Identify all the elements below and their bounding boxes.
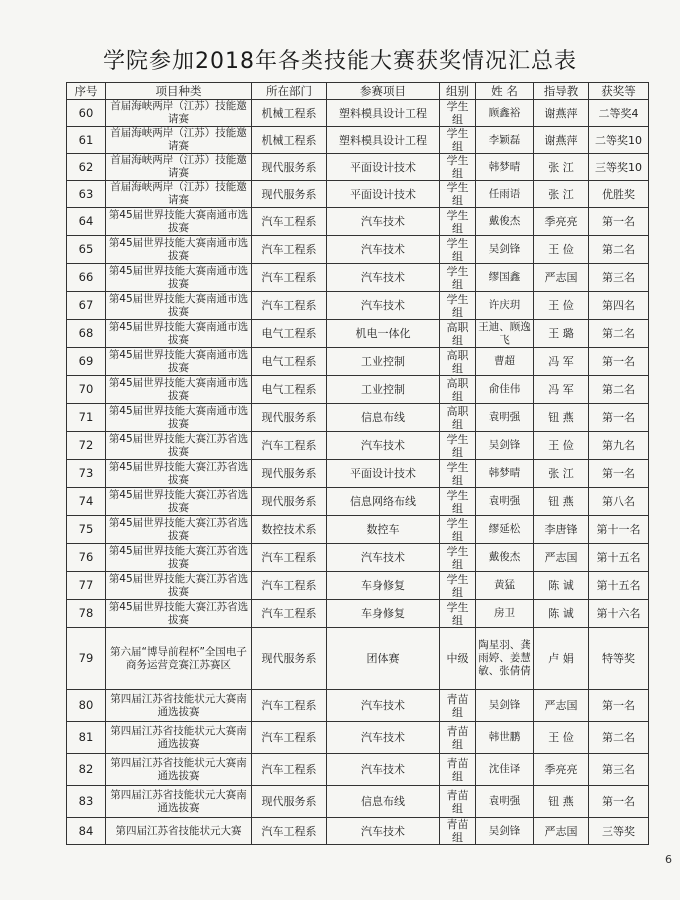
row-group: 学生组 <box>440 264 476 292</box>
row-category: 第六届“博导前程杯”全国电子商务运营竞赛江苏赛区 <box>106 628 252 690</box>
row-name: 吴剑锋 <box>476 818 534 845</box>
row-dept: 汽车工程系 <box>252 208 327 236</box>
row-award: 第一名 <box>589 690 649 722</box>
table-row <box>67 320 649 348</box>
row-seq: 65 <box>67 236 106 264</box>
row-name: 吴剑锋 <box>476 432 534 460</box>
header-row <box>67 83 649 100</box>
page-number: 6 <box>665 853 672 866</box>
row-seq: 77 <box>67 572 106 600</box>
row-award: 第三名 <box>589 264 649 292</box>
row-event: 塑料模具设计工程 <box>327 100 440 127</box>
row-teacher: 冯 军 <box>534 376 589 404</box>
row-award: 第十六名 <box>589 600 649 628</box>
row-seq: 83 <box>67 786 106 818</box>
row-dept: 汽车工程系 <box>252 600 327 628</box>
row-award: 第一名 <box>589 348 649 376</box>
row-award: 优胜奖 <box>589 181 649 208</box>
row-teacher: 谢燕萍 <box>534 127 589 154</box>
row-event: 团体赛 <box>327 628 440 690</box>
row-category: 第45届世界技能大赛江苏省选拔赛 <box>106 544 252 572</box>
row-category: 第四届江苏省技能状元大赛南通选拔赛 <box>106 754 252 786</box>
row-event: 车身修复 <box>327 600 440 628</box>
row-name: 陶星羽、龚雨婷、姜慧敏、张倩倩 <box>476 628 534 690</box>
row-group: 学生组 <box>440 292 476 320</box>
row-award: 三等奖10 <box>589 154 649 181</box>
row-award: 第一名 <box>589 786 649 818</box>
row-event: 汽车技术 <box>327 818 440 845</box>
row-event: 汽车技术 <box>327 236 440 264</box>
awards-table <box>66 82 649 845</box>
table-row <box>67 600 649 628</box>
row-event: 平面设计技术 <box>327 460 440 488</box>
row-seq: 68 <box>67 320 106 348</box>
row-name: 戴俊杰 <box>476 544 534 572</box>
row-seq: 60 <box>67 100 106 127</box>
row-award: 二等奖4 <box>589 100 649 127</box>
row-group: 学生组 <box>440 600 476 628</box>
table-row <box>67 818 649 845</box>
row-group: 中级 <box>440 628 476 690</box>
row-seq: 66 <box>67 264 106 292</box>
row-category: 第四届江苏省技能状元大赛南通选拔赛 <box>106 786 252 818</box>
header-category: 项目种类 <box>106 83 252 100</box>
row-award: 第十五名 <box>589 572 649 600</box>
row-teacher: 张 江 <box>534 181 589 208</box>
row-teacher: 钮 燕 <box>534 488 589 516</box>
row-event: 信息布线 <box>327 786 440 818</box>
row-seq: 76 <box>67 544 106 572</box>
row-dept: 汽车工程系 <box>252 292 327 320</box>
table-row <box>67 544 649 572</box>
row-category: 第四届江苏省技能状元大赛南通选拔赛 <box>106 722 252 754</box>
row-name: 俞佳伟 <box>476 376 534 404</box>
row-group: 学生组 <box>440 572 476 600</box>
row-category: 第45届世界技能大赛南通市选拔赛 <box>106 376 252 404</box>
row-event: 工业控制 <box>327 376 440 404</box>
table-row <box>67 292 649 320</box>
row-name: 沈佳译 <box>476 754 534 786</box>
table-row <box>67 236 649 264</box>
page-title: 学院参加2018年各类技能大赛获奖情况汇总表 <box>103 49 577 74</box>
row-seq: 70 <box>67 376 106 404</box>
row-event: 平面设计技术 <box>327 181 440 208</box>
row-seq: 71 <box>67 404 106 432</box>
row-award: 第八名 <box>589 488 649 516</box>
row-award: 第二名 <box>589 320 649 348</box>
row-name: 袁明强 <box>476 488 534 516</box>
table-row <box>67 432 649 460</box>
row-group: 青苗组 <box>440 818 476 845</box>
row-award: 三等奖 <box>589 818 649 845</box>
row-seq: 64 <box>67 208 106 236</box>
row-teacher: 严志国 <box>534 544 589 572</box>
row-category: 第四届江苏省技能状元大赛 <box>106 818 252 845</box>
row-dept: 数控技术系 <box>252 516 327 544</box>
row-event: 汽车技术 <box>327 264 440 292</box>
row-dept: 汽车工程系 <box>252 544 327 572</box>
row-seq: 80 <box>67 690 106 722</box>
row-dept: 汽车工程系 <box>252 818 327 845</box>
row-name: 许庆玥 <box>476 292 534 320</box>
row-name: 顾鑫裕 <box>476 100 534 127</box>
row-seq: 79 <box>67 628 106 690</box>
row-group: 高职组 <box>440 376 476 404</box>
row-group: 高职组 <box>440 404 476 432</box>
row-group: 青苗组 <box>440 722 476 754</box>
row-name: 曹超 <box>476 348 534 376</box>
row-event: 汽车技术 <box>327 292 440 320</box>
row-category: 第四届江苏省技能状元大赛南通选拔赛 <box>106 690 252 722</box>
row-award: 第二名 <box>589 722 649 754</box>
row-event: 汽车技术 <box>327 544 440 572</box>
row-award: 第十一名 <box>589 516 649 544</box>
table-row <box>67 208 649 236</box>
row-seq: 63 <box>67 181 106 208</box>
row-event: 数控车 <box>327 516 440 544</box>
table-row <box>67 786 649 818</box>
row-teacher: 陈 诚 <box>534 572 589 600</box>
row-dept: 电气工程系 <box>252 348 327 376</box>
table-row <box>67 154 649 181</box>
row-dept: 汽车工程系 <box>252 264 327 292</box>
row-award: 第一名 <box>589 460 649 488</box>
header-name: 姓 名 <box>476 83 534 100</box>
row-category: 第45届世界技能大赛南通市选拔赛 <box>106 264 252 292</box>
row-group: 高职组 <box>440 348 476 376</box>
row-name: 黄猛 <box>476 572 534 600</box>
row-seq: 61 <box>67 127 106 154</box>
row-teacher: 卢 娟 <box>534 628 589 690</box>
header-teacher: 指导教 <box>534 83 589 100</box>
table-body <box>67 100 649 845</box>
row-teacher: 谢燕萍 <box>534 100 589 127</box>
row-teacher: 王 俭 <box>534 236 589 264</box>
row-teacher: 严志国 <box>534 818 589 845</box>
row-dept: 汽车工程系 <box>252 690 327 722</box>
row-dept: 机械工程系 <box>252 127 327 154</box>
row-teacher: 张 江 <box>534 154 589 181</box>
row-award: 第四名 <box>589 292 649 320</box>
row-name: 韩梦晴 <box>476 460 534 488</box>
row-group: 学生组 <box>440 100 476 127</box>
row-seq: 67 <box>67 292 106 320</box>
table-row <box>67 754 649 786</box>
row-event: 汽车技术 <box>327 208 440 236</box>
row-name: 李颖磊 <box>476 127 534 154</box>
row-name: 房卫 <box>476 600 534 628</box>
row-group: 高职组 <box>440 320 476 348</box>
row-name: 王迪、顾逸飞 <box>476 320 534 348</box>
row-award: 第九名 <box>589 432 649 460</box>
row-dept: 现代服务系 <box>252 488 327 516</box>
row-teacher: 钮 燕 <box>534 404 589 432</box>
row-name: 韩梦晴 <box>476 154 534 181</box>
row-award: 第十五名 <box>589 544 649 572</box>
row-category: 第45届世界技能大赛江苏省选拔赛 <box>106 600 252 628</box>
row-dept: 电气工程系 <box>252 376 327 404</box>
table-row <box>67 690 649 722</box>
row-dept: 现代服务系 <box>252 460 327 488</box>
table-row <box>67 628 649 690</box>
table-row <box>67 516 649 544</box>
row-category: 第45届世界技能大赛南通市选拔赛 <box>106 320 252 348</box>
row-group: 学生组 <box>440 236 476 264</box>
row-category: 第45届世界技能大赛江苏省选拔赛 <box>106 432 252 460</box>
row-name: 袁明强 <box>476 404 534 432</box>
table-row <box>67 264 649 292</box>
row-event: 信息网络布线 <box>327 488 440 516</box>
row-dept: 汽车工程系 <box>252 572 327 600</box>
row-name: 吴剑锋 <box>476 690 534 722</box>
row-name: 袁明强 <box>476 786 534 818</box>
row-award: 第二名 <box>589 376 649 404</box>
row-group: 青苗组 <box>440 754 476 786</box>
row-category: 第45届世界技能大赛江苏省选拔赛 <box>106 516 252 544</box>
row-group: 学生组 <box>440 544 476 572</box>
row-category: 第45届世界技能大赛南通市选拔赛 <box>106 404 252 432</box>
row-category: 首届海峡两岸（江苏）技能邀请赛 <box>106 154 252 181</box>
row-group: 学生组 <box>440 432 476 460</box>
row-teacher: 张 江 <box>534 460 589 488</box>
row-seq: 74 <box>67 488 106 516</box>
row-name: 任雨语 <box>476 181 534 208</box>
row-teacher: 严志国 <box>534 264 589 292</box>
row-teacher: 季亮亮 <box>534 208 589 236</box>
row-event: 机电一体化 <box>327 320 440 348</box>
row-group: 学生组 <box>440 460 476 488</box>
table-row <box>67 460 649 488</box>
row-dept: 电气工程系 <box>252 320 327 348</box>
row-name: 戴俊杰 <box>476 208 534 236</box>
row-dept: 现代服务系 <box>252 628 327 690</box>
row-group: 青苗组 <box>440 690 476 722</box>
row-group: 学生组 <box>440 127 476 154</box>
row-event: 信息布线 <box>327 404 440 432</box>
header-award: 获奖等 <box>589 83 649 100</box>
row-award: 二等奖10 <box>589 127 649 154</box>
row-dept: 现代服务系 <box>252 154 327 181</box>
row-category: 第45届世界技能大赛南通市选拔赛 <box>106 348 252 376</box>
row-seq: 73 <box>67 460 106 488</box>
row-teacher: 严志国 <box>534 690 589 722</box>
row-teacher: 冯 军 <box>534 348 589 376</box>
row-event: 车身修复 <box>327 572 440 600</box>
row-dept: 汽车工程系 <box>252 722 327 754</box>
row-dept: 汽车工程系 <box>252 754 327 786</box>
row-category: 第45届世界技能大赛南通市选拔赛 <box>106 236 252 264</box>
row-teacher: 季亮亮 <box>534 754 589 786</box>
row-category: 首届海峡两岸（江苏）技能邀请赛 <box>106 181 252 208</box>
row-category: 首届海峡两岸（江苏）技能邀请赛 <box>106 100 252 127</box>
row-award: 特等奖 <box>589 628 649 690</box>
row-event: 塑料模具设计工程 <box>327 127 440 154</box>
header-event: 参赛项目 <box>327 83 440 100</box>
header-dept: 所在部门 <box>252 83 327 100</box>
row-category: 第45届世界技能大赛南通市选拔赛 <box>106 208 252 236</box>
header-group: 组别 <box>440 83 476 100</box>
table-row <box>67 404 649 432</box>
row-event: 汽车技术 <box>327 690 440 722</box>
row-group: 学生组 <box>440 488 476 516</box>
row-event: 汽车技术 <box>327 722 440 754</box>
table-row <box>67 181 649 208</box>
row-teacher: 王 俭 <box>534 292 589 320</box>
row-teacher: 王 俭 <box>534 722 589 754</box>
row-seq: 84 <box>67 818 106 845</box>
table-row <box>67 488 649 516</box>
header-seq: 序号 <box>67 83 106 100</box>
row-group: 学生组 <box>440 181 476 208</box>
row-category: 第45届世界技能大赛江苏省选拔赛 <box>106 488 252 516</box>
row-dept: 现代服务系 <box>252 404 327 432</box>
row-seq: 78 <box>67 600 106 628</box>
row-category: 第45届世界技能大赛江苏省选拔赛 <box>106 572 252 600</box>
row-name: 吴剑锋 <box>476 236 534 264</box>
row-seq: 81 <box>67 722 106 754</box>
row-dept: 现代服务系 <box>252 181 327 208</box>
table-row <box>67 348 649 376</box>
row-seq: 75 <box>67 516 106 544</box>
table-row <box>67 572 649 600</box>
row-category: 第45届世界技能大赛南通市选拔赛 <box>106 292 252 320</box>
row-teacher: 李唐锋 <box>534 516 589 544</box>
row-award: 第三名 <box>589 754 649 786</box>
row-teacher: 王 璐 <box>534 320 589 348</box>
table-row <box>67 100 649 127</box>
row-category: 首届海峡两岸（江苏）技能邀请赛 <box>106 127 252 154</box>
table-row <box>67 376 649 404</box>
row-seq: 82 <box>67 754 106 786</box>
row-name: 缪国鑫 <box>476 264 534 292</box>
row-category: 第45届世界技能大赛江苏省选拔赛 <box>106 460 252 488</box>
row-group: 青苗组 <box>440 786 476 818</box>
row-name: 韩世鹏 <box>476 722 534 754</box>
row-dept: 汽车工程系 <box>252 236 327 264</box>
row-award: 第一名 <box>589 404 649 432</box>
row-award: 第一名 <box>589 208 649 236</box>
row-teacher: 陈 诚 <box>534 600 589 628</box>
table-row <box>67 722 649 754</box>
row-dept: 汽车工程系 <box>252 432 327 460</box>
row-group: 学生组 <box>440 208 476 236</box>
row-event: 汽车技术 <box>327 754 440 786</box>
row-event: 平面设计技术 <box>327 154 440 181</box>
row-teacher: 王 俭 <box>534 432 589 460</box>
row-dept: 现代服务系 <box>252 786 327 818</box>
row-award: 第二名 <box>589 236 649 264</box>
row-group: 学生组 <box>440 516 476 544</box>
row-seq: 69 <box>67 348 106 376</box>
table-row <box>67 127 649 154</box>
row-event: 工业控制 <box>327 348 440 376</box>
row-seq: 72 <box>67 432 106 460</box>
row-seq: 62 <box>67 154 106 181</box>
row-teacher: 钮 燕 <box>534 786 589 818</box>
row-event: 汽车技术 <box>327 432 440 460</box>
row-dept: 机械工程系 <box>252 100 327 127</box>
row-group: 学生组 <box>440 154 476 181</box>
row-name: 缪延松 <box>476 516 534 544</box>
